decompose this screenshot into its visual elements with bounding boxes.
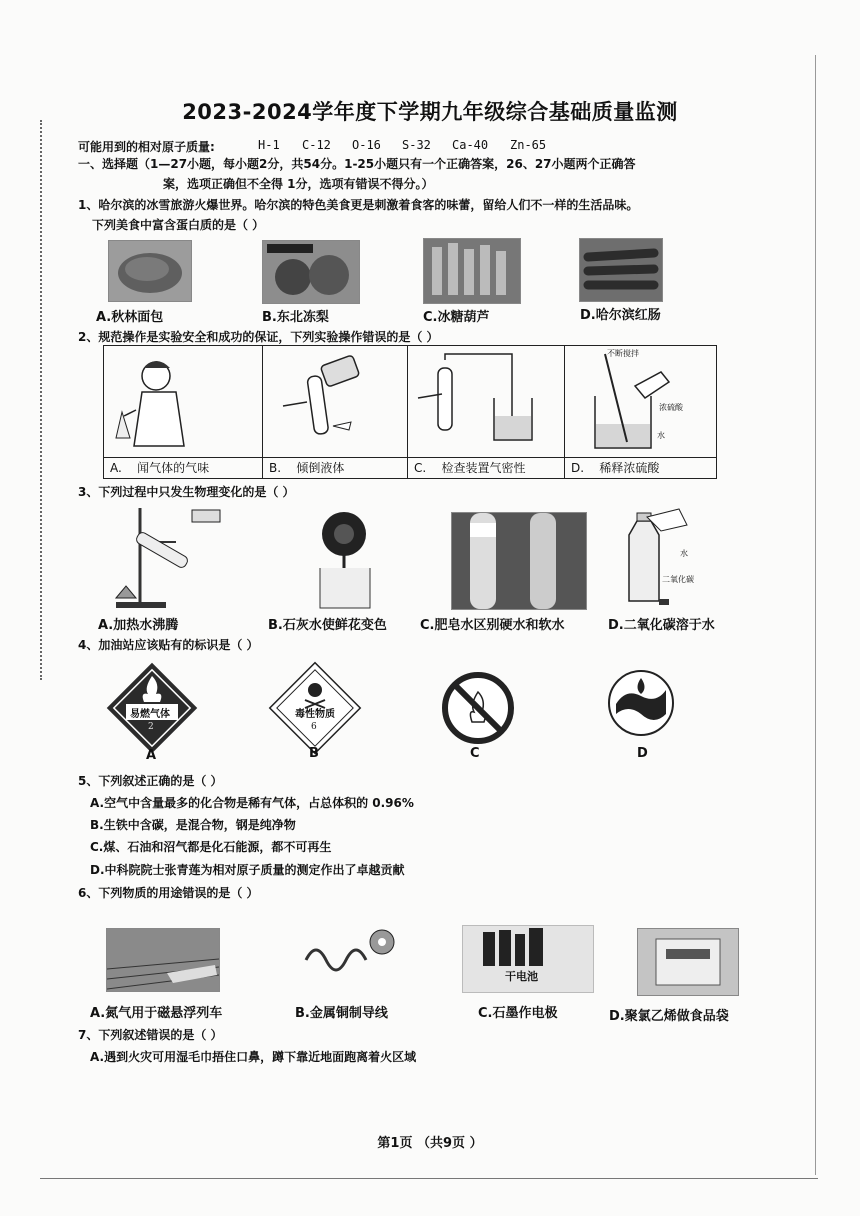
q2-caption-a: A. 闻气体的气味 bbox=[104, 457, 262, 478]
pour-liquid-illustration bbox=[263, 346, 407, 458]
q3-label-water: 水 bbox=[680, 549, 688, 558]
q3-stem: 3、下列过程中只发生物理变化的是（ ） bbox=[78, 485, 295, 499]
dilute-acid-illustration bbox=[565, 346, 716, 458]
q6-image-pvc-bag bbox=[637, 928, 739, 996]
q1-option-b: B.东北冻梨 bbox=[262, 310, 329, 325]
section1-heading-line2: 案，选项正确但不全得 1分，选项有错误不得分。） bbox=[163, 177, 434, 191]
q3-image-test-tubes bbox=[451, 512, 587, 610]
q4-sign-a-number: 2 bbox=[148, 722, 154, 732]
q3-label-co2: 二氧化碳 bbox=[662, 575, 694, 584]
q4-sign-no-fire bbox=[440, 670, 516, 746]
binding-dotted-line bbox=[40, 120, 42, 680]
q6-label-battery: 干电池 bbox=[505, 970, 538, 983]
q2-caption-d: D. 稀释浓硫酸 bbox=[565, 457, 716, 478]
q6-image-copper-wire bbox=[296, 920, 406, 1000]
q1-stem-line1: 1、哈尔滨的冰雪旅游火爆世界。哈尔滨的特色美食更是刺激着食客的味蕾，留给人们不一样的生活品味。 bbox=[78, 198, 639, 212]
q1-option-a: A.秋林面包 bbox=[96, 310, 164, 325]
atomic-mass-zn: Zn-65 bbox=[510, 138, 547, 152]
q7-stem: 7、下列叙述错误的是（ ） bbox=[78, 1028, 223, 1042]
atomic-mass-h: H-1 bbox=[258, 138, 280, 152]
q4-option-b: B bbox=[309, 746, 319, 761]
q2-label-acid: 浓硫酸 bbox=[659, 403, 683, 412]
atomic-mass-c: C-12 bbox=[302, 138, 331, 152]
q1-image-bread bbox=[108, 240, 192, 302]
section1-heading-line1: 一、选择题（1—27小题，每小题2分，共54分。1-25小题只有一个正确答案，26、27小题两个正确答 bbox=[78, 157, 636, 171]
q2-operations-table bbox=[103, 345, 717, 479]
q6-option-d: D.聚氯乙烯做食品袋 bbox=[609, 1009, 729, 1024]
q3-image-flower bbox=[300, 508, 390, 612]
q1-image-frozen-pear bbox=[262, 240, 360, 304]
q2-cell-d bbox=[565, 346, 716, 478]
q2-label-stir: 不断搅拌 bbox=[607, 349, 639, 358]
q3-option-c: C.肥皂水区别硬水和软水 bbox=[420, 618, 565, 633]
q4-option-d: D bbox=[637, 746, 648, 761]
atomic-mass-label: 可能用到的相对原子质量: bbox=[78, 140, 215, 154]
q5-option-a: A.空气中含量最多的化合物是稀有气体，占总体积的 0.96% bbox=[90, 796, 414, 810]
page-bottom-border bbox=[40, 1178, 818, 1179]
q7-option-a: A.遇到火灾可用湿毛巾捂住口鼻，蹲下靠近地面跑离着火区域 bbox=[90, 1050, 417, 1064]
exam-title: 2023-2024学年度下学期九年级综合基础质量监测 bbox=[182, 100, 678, 124]
q2-stem: 2、规范操作是实验安全和成功的保证，下列实验操作错误的是（ ） bbox=[78, 330, 439, 344]
page-right-border bbox=[815, 55, 816, 1175]
q6-option-c: C.石墨作电极 bbox=[478, 1006, 558, 1021]
q1-image-red-sausage bbox=[579, 238, 663, 302]
q4-option-c: C bbox=[470, 746, 480, 761]
q2-cell-a bbox=[104, 346, 263, 478]
q2-label-water: 水 bbox=[657, 431, 665, 440]
q5-option-c: C.煤、石油和沼气都是化石能源，都不可再生 bbox=[90, 840, 332, 854]
atomic-mass-ca: Ca-40 bbox=[452, 138, 489, 152]
q5-stem: 5、下列叙述正确的是（ ） bbox=[78, 774, 223, 788]
q3-image-boil-water bbox=[96, 502, 226, 612]
q4-sign-b-number: 6 bbox=[311, 722, 317, 732]
q2-caption-b: B. 倾倒液体 bbox=[263, 457, 407, 478]
airtightness-check-illustration bbox=[408, 346, 564, 458]
atomic-mass-o: O-16 bbox=[352, 138, 381, 152]
q4-sign-b-label: 毒性物质 bbox=[295, 709, 335, 720]
q5-option-d: D.中科院院士张青莲为相对原子质量的测定作出了卓越贡献 bbox=[90, 863, 405, 877]
q3-option-d: D.二氧化碳溶于水 bbox=[608, 618, 715, 633]
q4-option-a: A bbox=[146, 748, 157, 763]
q2-cell-c bbox=[408, 346, 565, 478]
q6-image-maglev bbox=[106, 928, 220, 992]
atomic-mass-s: S-32 bbox=[402, 138, 431, 152]
smell-gas-illustration bbox=[104, 346, 262, 458]
q2-caption-c: C. 检查装置气密性 bbox=[408, 457, 564, 478]
q1-option-d: D.哈尔滨红肠 bbox=[580, 308, 661, 323]
q3-option-b: B.石灰水使鲜花变色 bbox=[268, 618, 387, 633]
q5-option-b: B.生铁中含碳，是混合物，钢是纯净物 bbox=[90, 818, 296, 832]
q1-option-c: C.冰糖葫芦 bbox=[423, 310, 490, 325]
q4-sign-a-label: 易燃气体 bbox=[130, 709, 170, 720]
q4-sign-water-saving bbox=[606, 668, 676, 738]
q1-image-tanghulu bbox=[423, 238, 521, 304]
page-footer: 第1页 （共9页 ） bbox=[377, 1136, 483, 1151]
q2-cell-b bbox=[263, 346, 408, 478]
q6-stem: 6、下列物质的用途错误的是（ ） bbox=[78, 886, 259, 900]
q6-option-a: A.氮气用于磁悬浮列车 bbox=[90, 1006, 223, 1021]
q3-option-a: A.加热水沸腾 bbox=[98, 618, 179, 633]
q6-option-b: B.金属铜制导线 bbox=[295, 1006, 388, 1021]
q1-stem-line2: 下列美食中富含蛋白质的是（ ） bbox=[92, 218, 265, 232]
q4-stem: 4、加油站应该贴有的标识是（ ） bbox=[78, 638, 259, 652]
